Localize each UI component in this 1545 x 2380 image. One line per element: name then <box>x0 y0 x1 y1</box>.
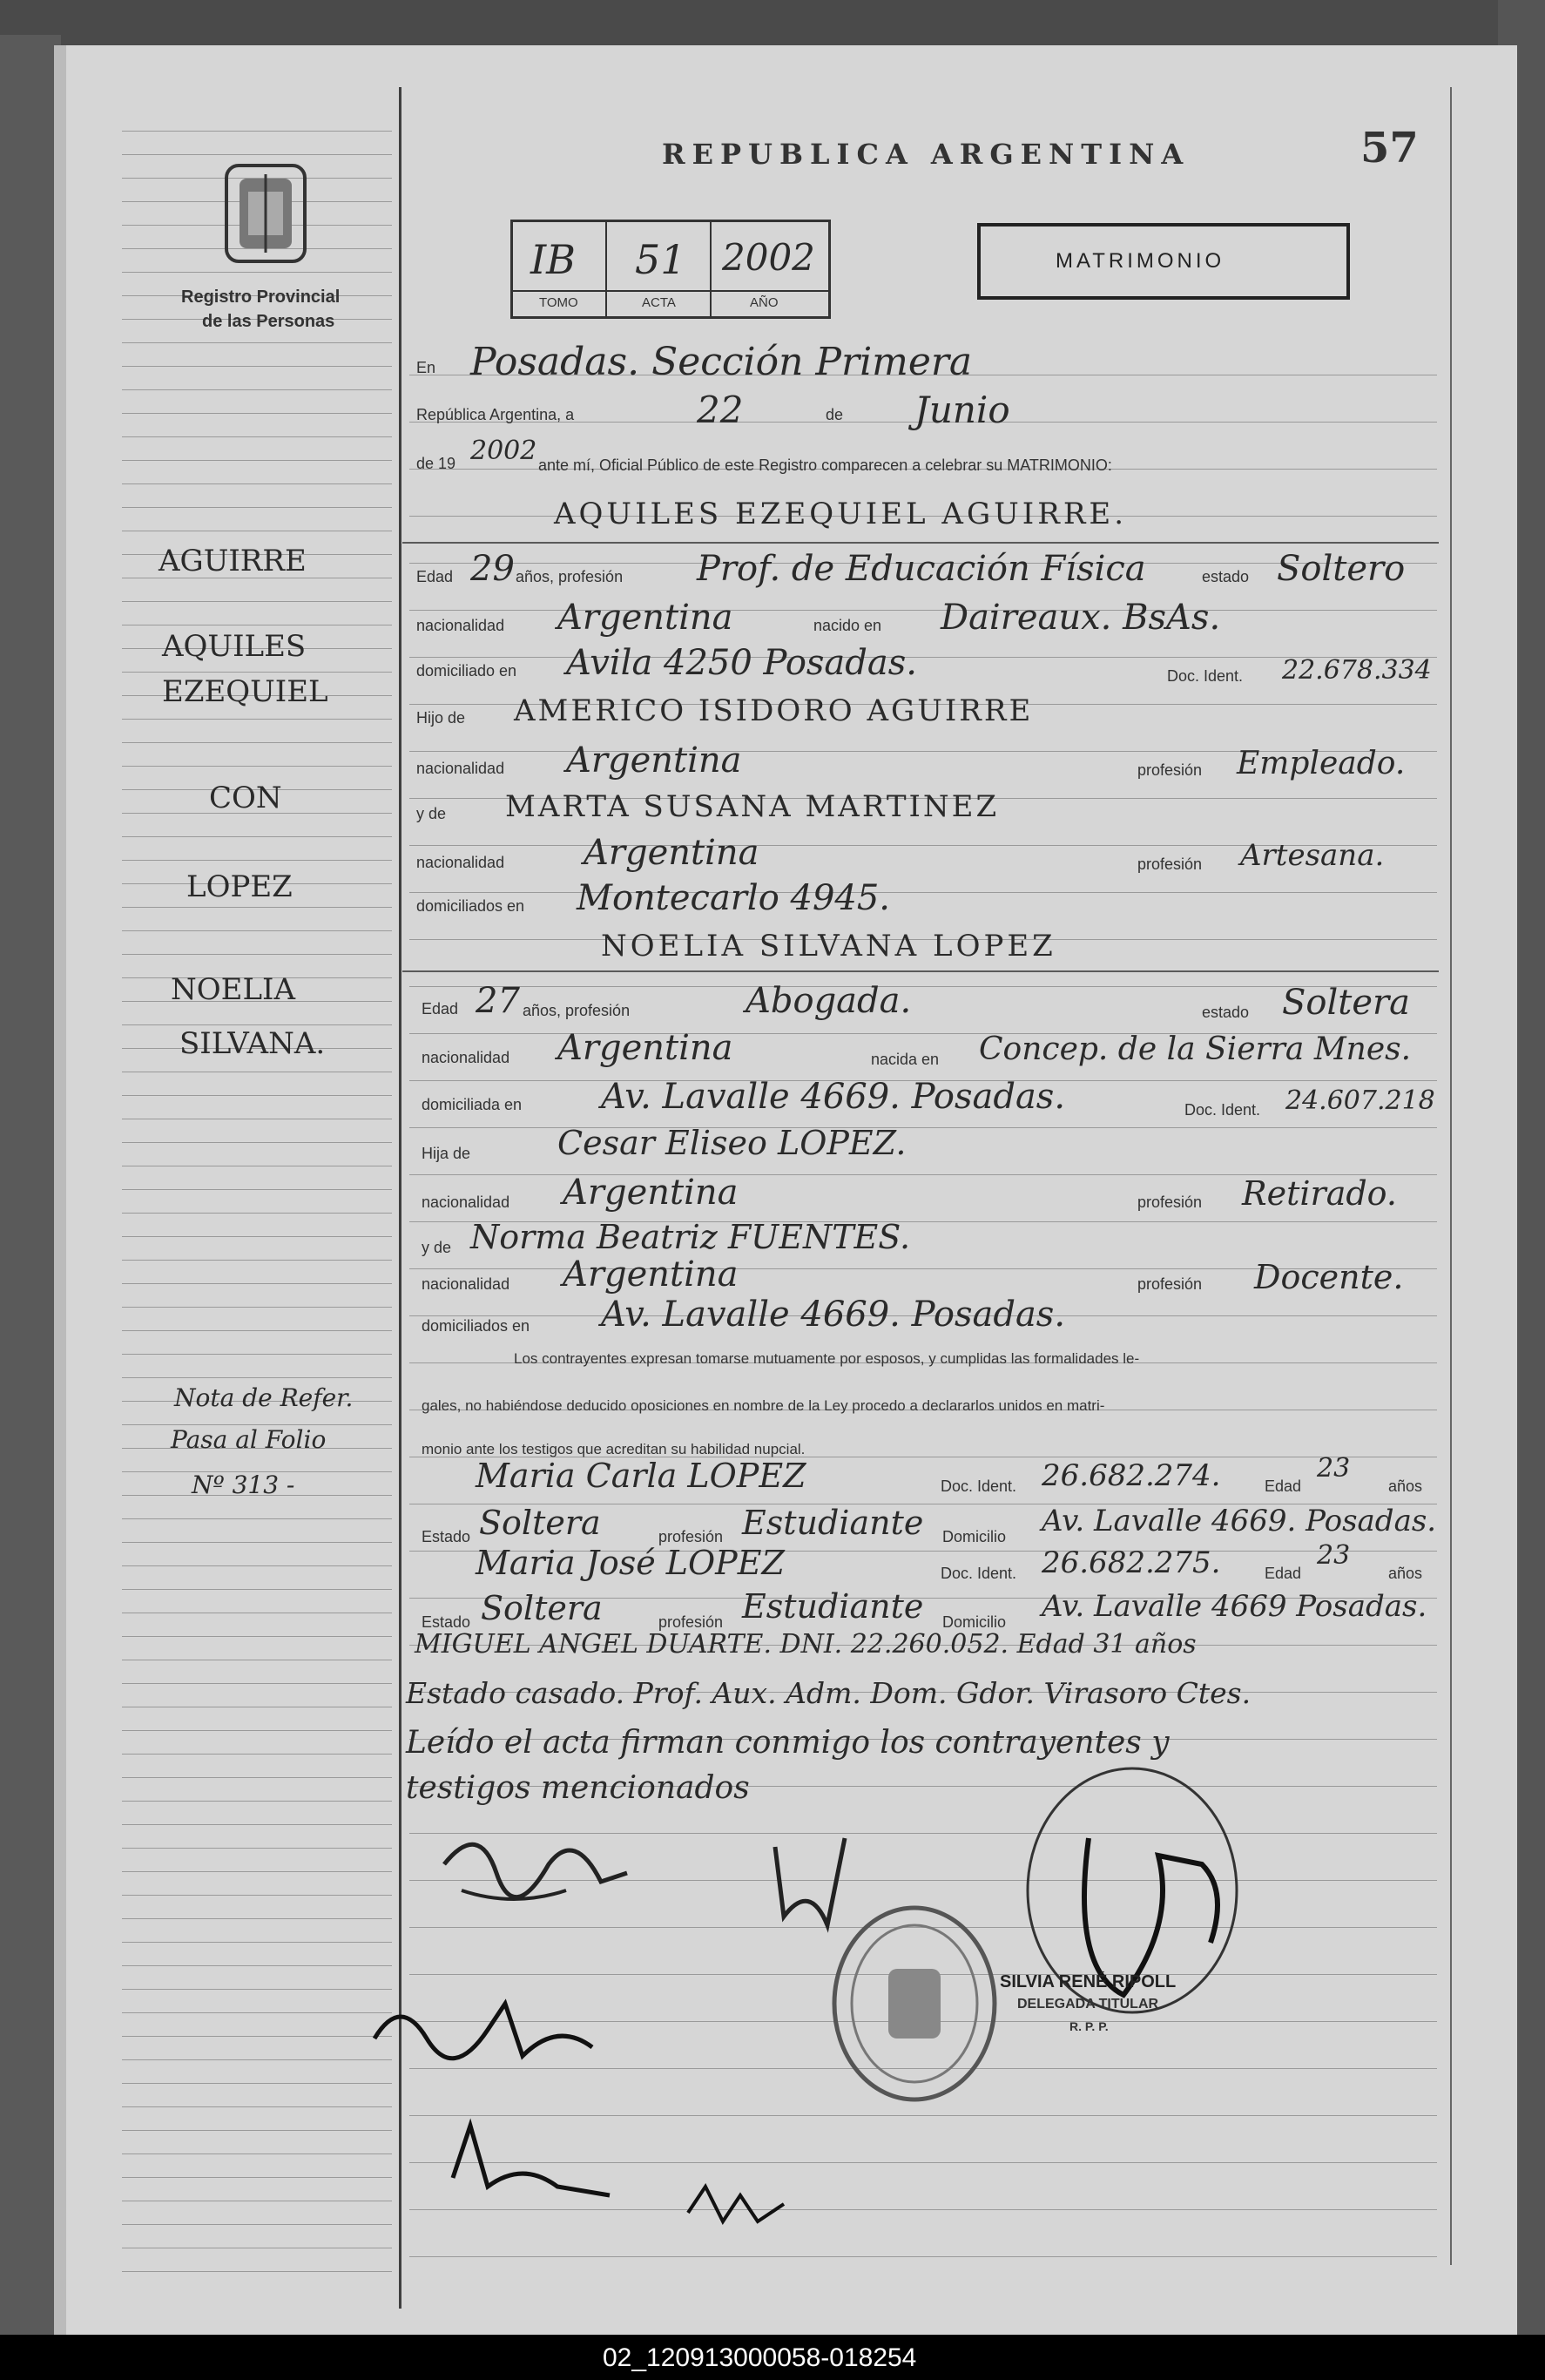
ruled-line <box>122 1730 392 1731</box>
day: 22 <box>697 389 744 431</box>
groom-rule <box>402 542 1439 544</box>
ruled-line <box>122 1895 392 1896</box>
witness2-dom: Av. Lavalle 4669 Posadas. <box>1042 1589 1427 1624</box>
official-seal-icon <box>827 1899 1002 2108</box>
bride-prof-padre: Retirado. <box>1242 1174 1397 1213</box>
bride-doc: 24.607.218 <box>1285 1085 1435 1116</box>
label-ante: ante mí, Oficial Público de este Registro comparecen a celebrar su MATRIMONIO: <box>538 456 1112 474</box>
ruled-line <box>122 507 392 508</box>
bride-domicilio: Av. Lavalle 4669. Posadas. <box>601 1077 1066 1117</box>
ruled-line <box>122 389 392 390</box>
margin-surname2: LOPEZ <box>186 869 293 904</box>
ruled-line <box>122 1777 392 1778</box>
witness2-estado: Soltera <box>481 1589 603 1627</box>
label-republica: República Argentina, a <box>416 406 575 423</box>
bride-estado-label: estado <box>1202 1004 1250 1021</box>
bride-rule <box>402 970 1439 972</box>
margin-note2: Pasa al Folio <box>171 1425 327 1454</box>
tomo-label: TOMO <box>539 295 578 310</box>
page-number: 57 <box>1360 124 1419 172</box>
witness1-anos-label: años <box>1388 1477 1423 1495</box>
groom-edad: 29 <box>470 549 515 589</box>
groom-anos-label: años, profesión <box>516 568 624 585</box>
bride-edad: 27 <box>476 981 520 1021</box>
witness1-name: Maria Carla LOPEZ <box>476 1457 806 1495</box>
ruled-line <box>122 930 392 931</box>
registry-subname: de las Personas <box>202 312 335 331</box>
bride-edad-label: Edad <box>422 1000 459 1018</box>
ruled-line <box>122 1542 392 1543</box>
month: Junio <box>914 389 1010 431</box>
groom-edad-label: Edad <box>416 568 454 585</box>
bride-nacida-label: nacida en <box>871 1051 940 1068</box>
label-en: En <box>416 359 436 376</box>
record-type: MATRIMONIO <box>1056 249 1225 273</box>
ruled-line <box>122 1377 392 1378</box>
witness2-prof-label: profesión <box>658 1613 724 1631</box>
label-de: de <box>826 406 844 423</box>
place: Posadas. Sección Primera <box>470 340 973 384</box>
bride-doms-label: domiciliados en <box>422 1317 530 1335</box>
groom-dom-padres: Montecarlo 4945. <box>577 878 891 918</box>
declaration-line2: gales, no habiéndose deducido oposiciones en nombre de la Ley procedo a declararlos unidos en matri- <box>422 1397 1105 1414</box>
witness2-prof: Estudiante <box>742 1587 924 1626</box>
ruled-line <box>122 1307 392 1308</box>
margin-given1a: AQUILES <box>162 629 307 664</box>
ruled-line <box>122 1189 392 1190</box>
margin-given2b: SILVANA. <box>179 1026 326 1061</box>
ano-value: 2002 <box>722 236 815 279</box>
ruled-line <box>122 1260 392 1261</box>
bride-prof-madre-label: profesión <box>1137 1275 1203 1293</box>
margin-con: CON <box>209 781 282 815</box>
ruled-line <box>122 1754 392 1755</box>
witness2-doc: 26.682.275. <box>1042 1545 1221 1580</box>
groom-doc-label: Doc. Ident. <box>1167 667 1244 685</box>
stamp-line3: R. P. P. <box>1069 2019 1109 2033</box>
record-type-box <box>977 223 1350 300</box>
bride-name: NOELIA SILVANA LOPEZ <box>601 929 1056 963</box>
bride-prof-madre: Docente. <box>1254 1258 1404 1296</box>
ruled-line <box>122 460 392 461</box>
ruled-line <box>122 1589 392 1590</box>
acta-value: 51 <box>635 236 686 283</box>
groom-nac-padre-label: nacionalidad <box>416 760 505 777</box>
ruled-line <box>122 1283 392 1284</box>
officer-line4: testigos mencionados <box>406 1770 750 1806</box>
right-border <box>1450 87 1452 2265</box>
bride-hija-label: Hija de <box>422 1145 471 1162</box>
signature-witness2 <box>435 2108 644 2213</box>
groom-prof-madre: Artesana. <box>1240 838 1385 873</box>
ruled-line <box>122 601 392 602</box>
bride-nacionalidad: Argentina <box>557 1028 733 1068</box>
ruled-line <box>122 2224 392 2225</box>
groom-domicilio: Avila 4250 Posadas. <box>566 643 917 683</box>
groom-hijo-label: Hijo de <box>416 709 466 727</box>
signature-groom <box>427 1812 636 1934</box>
witness1-estado: Soltera <box>479 1504 601 1542</box>
witness2-edad: 23 <box>1317 1540 1351 1571</box>
groom-nacido: Daireaux. BsAs. <box>941 598 1221 638</box>
stamp-line2: DELEGADA TITULAR <box>1017 1997 1159 2012</box>
ruled-line <box>122 1871 392 1872</box>
bride-profesion: Abogada. <box>746 981 912 1021</box>
ruled-line <box>122 131 392 132</box>
stamp-line1: SILVIA RENÉ RIPOLL <box>1000 1972 1177 1991</box>
ruled-line <box>122 2036 392 2037</box>
ruled-line <box>122 1518 392 1519</box>
groom-nac-madre: Argentina <box>584 833 759 873</box>
witness2-dom-label: Domicilio <box>942 1613 1007 1631</box>
witness1-dom-label: Domicilio <box>942 1528 1007 1545</box>
ruled-line <box>122 2106 392 2107</box>
witness1-estado-label: Estado <box>422 1528 471 1545</box>
groom-yde-label: y de <box>416 805 447 822</box>
ruled-line <box>122 154 392 155</box>
ruled-line <box>122 1142 392 1143</box>
form-line <box>409 2256 1437 2257</box>
registry-name: Registro Provincial <box>181 287 341 307</box>
bride-dom-label: domiciliada en <box>422 1096 523 1113</box>
signature-officer-b <box>679 2169 819 2248</box>
ruled-line <box>122 2271 392 2272</box>
country-heading: REPUBLICA ARGENTINA <box>662 138 1191 171</box>
record-box <box>510 220 831 319</box>
ruled-line <box>122 2012 392 2013</box>
ruled-line <box>122 2153 392 2154</box>
ruled-line <box>122 1236 392 1237</box>
ruled-line <box>122 1330 392 1331</box>
bride-yde-label: y de <box>422 1239 452 1256</box>
witness1-edad: 23 <box>1317 1453 1351 1484</box>
bride-madre: Norma Beatriz FUENTES. <box>470 1218 911 1256</box>
officer-line3: Leído el acta firman conmigo los contrayentes y <box>406 1725 1170 1761</box>
ruled-line <box>122 1565 392 1566</box>
witness1-prof-label: profesión <box>658 1528 724 1545</box>
margin-given1b: EZEQUIEL <box>162 674 328 709</box>
ruled-line <box>122 954 392 955</box>
officer-line2: Estado casado. Prof. Aux. Adm. Dom. Gdor. Virasoro Ctes. <box>406 1676 1252 1710</box>
groom-profesion: Prof. de Educación Física <box>697 549 1146 589</box>
bride-nac-padre: Argentina <box>563 1173 739 1213</box>
witness1-edad-label: Edad <box>1265 1477 1302 1495</box>
declaration-line3: monio ante los testigos que acreditan su habilidad nupcial. <box>422 1441 806 1457</box>
image-id: 02_120913000058-018254 <box>603 2343 917 2372</box>
groom-madre: MARTA SUSANA MARTINEZ <box>505 789 1000 824</box>
ruled-line <box>122 2083 392 2084</box>
bride-nacida: Concep. de la Sierra Mnes. <box>979 1031 1412 1067</box>
ruled-line <box>122 2059 392 2060</box>
ruled-line <box>122 836 392 837</box>
ruled-line <box>122 1213 392 1214</box>
form-line <box>409 892 1437 893</box>
bride-nac-madre: Argentina <box>563 1254 739 1295</box>
ruled-line <box>122 413 392 414</box>
ruled-line <box>122 860 392 861</box>
declaration-line1: Los contrayentes expresan tomarse mutuamente por esposos, y cumplidas las formalidades le- <box>514 1350 1140 1367</box>
bride-estado: Soltera <box>1282 983 1410 1023</box>
ruled-line <box>122 1354 392 1355</box>
ano-label: AÑO <box>750 295 779 310</box>
ruled-line <box>122 436 392 437</box>
ruled-line <box>122 1636 392 1637</box>
label-de19: de 19 <box>416 455 456 472</box>
officer-line1: MIGUEL ANGEL DUARTE. DNI. 22.260.052. Edad 31 años <box>415 1629 1197 1660</box>
ruled-line <box>122 1942 392 1943</box>
ruled-line <box>122 672 392 673</box>
groom-name: AQUILES EZEQUIEL AGUIRRE. <box>554 497 1128 531</box>
witness1-doc-label: Doc. Ident. <box>941 1477 1017 1495</box>
signature-witness1 <box>366 1986 610 2091</box>
ruled-line <box>122 1095 392 1096</box>
ruled-line <box>122 342 392 343</box>
ruled-line <box>122 907 392 908</box>
groom-doms-label: domiciliados en <box>416 897 525 915</box>
witness2-doc-label: Doc. Ident. <box>941 1565 1017 1582</box>
acta-label: ACTA <box>642 295 676 310</box>
bride-prof-padre-label: profesión <box>1137 1193 1203 1211</box>
ruled-line <box>122 742 392 743</box>
groom-dom-label: domiciliado en <box>416 662 517 680</box>
witness1-doc: 26.682.274. <box>1042 1458 1221 1493</box>
margin-note3: Nº 313 - <box>192 1471 295 1499</box>
ruled-line <box>122 1918 392 1919</box>
groom-doc: 22.678.334 <box>1282 655 1432 686</box>
witness2-estado-label: Estado <box>422 1613 471 1631</box>
witness2-edad-label: Edad <box>1265 1565 1302 1582</box>
ruled-line <box>122 766 392 767</box>
year: 2002 <box>470 436 537 466</box>
bride-nac-padre-label: nacionalidad <box>422 1193 510 1211</box>
bride-padre: Cesar Eliseo LOPEZ. <box>557 1124 907 1162</box>
groom-nacido-label: nacido en <box>813 617 882 634</box>
ruled-line <box>122 1683 392 1684</box>
margin-note1: Nota de Refer. <box>174 1383 354 1412</box>
bride-dom-padres: Av. Lavalle 4669. Posadas. <box>601 1295 1066 1335</box>
witness1-dom: Av. Lavalle 4669. Posadas. <box>1042 1504 1437 1538</box>
ruled-line <box>122 2130 392 2131</box>
groom-prof-padre: Empleado. <box>1237 746 1406 781</box>
ruled-line <box>122 1801 392 1802</box>
ruled-line <box>122 1824 392 1825</box>
bride-doc-label: Doc. Ident. <box>1184 1101 1261 1119</box>
ruled-line <box>122 1024 392 1025</box>
bride-anos-label: años, profesión <box>523 1002 631 1019</box>
groom-padre: AMERICO ISIDORO AGUIRRE <box>514 693 1034 728</box>
witness2-anos-label: años <box>1388 1565 1423 1582</box>
groom-nac-madre-label: nacionalidad <box>416 854 505 871</box>
ruled-line <box>122 719 392 720</box>
ruled-line <box>122 1848 392 1849</box>
ruled-line <box>122 1989 392 1990</box>
witness2-name: Maria José LOPEZ <box>476 1544 785 1582</box>
groom-estado-label: estado <box>1202 568 1250 585</box>
groom-prof-padre-label: profesión <box>1137 761 1203 779</box>
ruled-line <box>122 1965 392 1966</box>
bride-nac-label: nacionalidad <box>422 1049 510 1066</box>
ruled-line <box>122 483 392 484</box>
bride-nac-madre-label: nacionalidad <box>422 1275 510 1293</box>
groom-estado: Soltero <box>1277 549 1406 589</box>
groom-nacionalidad: Argentina <box>557 598 733 638</box>
registry-emblem <box>209 157 322 279</box>
groom-nac-label: nacionalidad <box>416 617 505 634</box>
margin-surname1: AGUIRRE <box>159 544 307 578</box>
ruled-line <box>122 2177 392 2178</box>
groom-prof-madre-label: profesión <box>1137 855 1203 873</box>
groom-nac-padre: Argentina <box>566 740 742 781</box>
witness1-prof: Estudiante <box>742 1504 924 1542</box>
tomo-value: IB <box>530 236 576 283</box>
ruled-line <box>122 366 392 367</box>
margin-divider <box>399 87 401 2309</box>
margin-given2a: NOELIA <box>171 972 296 1007</box>
